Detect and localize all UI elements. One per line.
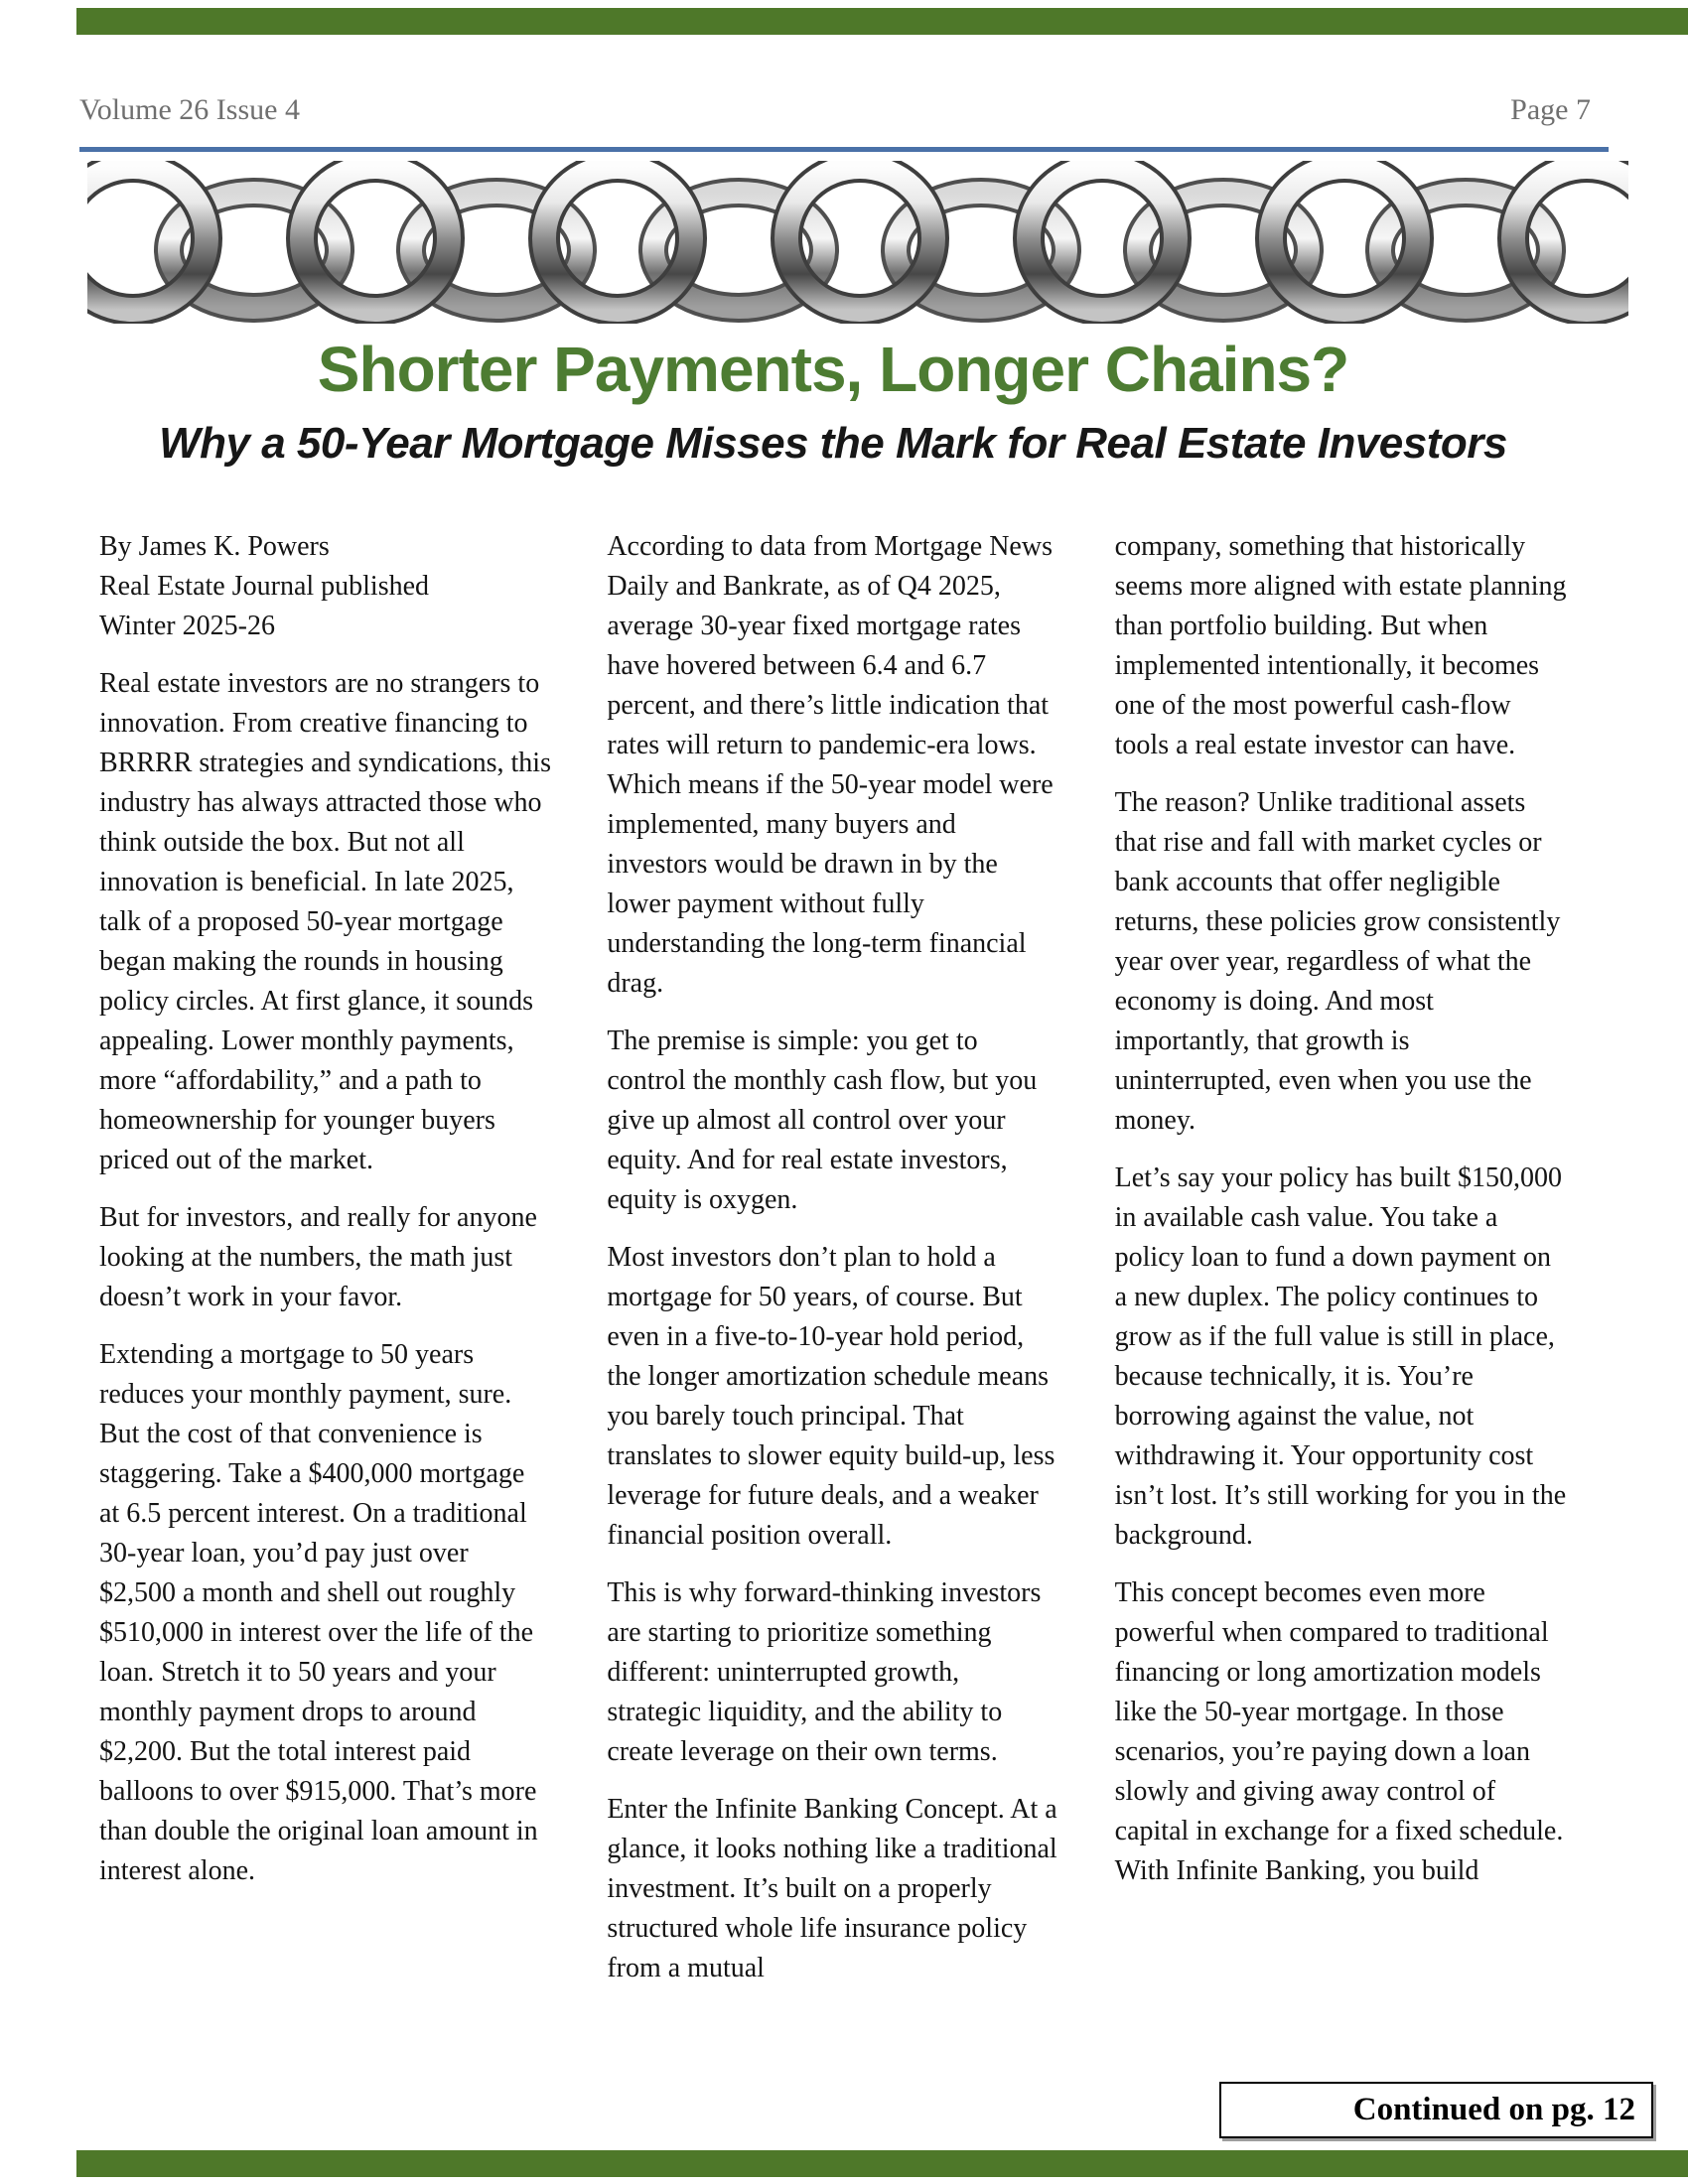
byline-block: By James K. Powers Real Estate Journal published Winter 2025-26 bbox=[99, 531, 430, 641]
body-paragraph: company, something that historically seems more aligned with estate planning than portfolio building. But when implemented intentionally, it becomes one of the most powerful cash-flow tools a real estate investor can have. bbox=[1114, 531, 1567, 760]
body-paragraph: According to data from Mortgage News Daily and Bankrate, as of Q4 2025, average 30-year fixed mortgage rates have hovered between 6.4 and 6.7 percent, and there’s little indication that rates will return to pandemic-era lows. Which means if the 50-year model were implemented, many buyers and investors would be drawn in by the lower payment without fully understanding the long-term financial drag. bbox=[607, 531, 1054, 999]
body-paragraph: Enter the Infinite Banking Concept. At a glance, it looks nothing like a traditional investment. It’s built on a properly structured whole life insurance policy from a mutual bbox=[607, 1794, 1057, 1983]
page-header bbox=[79, 93, 1591, 127]
body-paragraph: The reason? Unlike traditional assets that rise and fall with market cycles or bank accounts that offer negligible returns, these policies grow consistently year over year, regardless of what the economy is doing. And most importantly, that growth is uninterrupted, even when you use the money. bbox=[1114, 787, 1561, 1136]
chain-image bbox=[87, 161, 1628, 324]
body-paragraph: This concept becomes even more powerful when compared to traditional financing or long amortization models like the 50-year mortgage. In those scenarios, you’re paying down a loan slowly and giving away control of capital in exchange for a fixed schedule. With Infinite Banking, you build bbox=[1114, 1577, 1564, 1886]
volume-issue-label: Volume 26 Issue 4 bbox=[79, 93, 300, 126]
bottom-green-bar bbox=[76, 2150, 1688, 2177]
body-paragraph: The premise is simple: you get to control the monthly cash flow, but you give up almost all control over your equity. And for real estate investors, equity is oxygen. bbox=[607, 1025, 1038, 1215]
body-paragraph: This is why forward-thinking investors are starting to prioritize something different: uninterrupted growth, strategic liquidity, and the ability to create leverage on their own terms. bbox=[607, 1577, 1042, 1767]
chain-links-graphic bbox=[87, 161, 1628, 324]
header-divider-rule bbox=[79, 147, 1609, 152]
article-subtitle: Why a 50-Year Mortgage Misses the Mark for Real Estate Investors bbox=[159, 419, 1507, 468]
body-paragraph: Most investors don’t plan to hold a mortgage for 50 years, of course. But even in a five-to-10-year hold period, the longer amortization schedule means you barely touch principal. That translates to slower equity build-up, less leverage for future deals, and a weaker financial position overall. bbox=[607, 1242, 1055, 1551]
column-1 bbox=[99, 527, 551, 2006]
article-title: Shorter Payments, Longer Chains? bbox=[317, 334, 1349, 405]
column-2 bbox=[607, 527, 1058, 2006]
body-paragraph: Let’s say your policy has built $150,000 in available cash value. You take a policy loan to fund a down payment on a new duplex. The policy continues to grow as if the full value is still in place, because technically, it is. You’re borrowing against the value, not withdrawing it. Your opportunity cost isn’t lost. It’s still working for you in the background. bbox=[1114, 1162, 1567, 1551]
article-body bbox=[99, 527, 1567, 2006]
continued-notice-box bbox=[1219, 2082, 1653, 2138]
continued-notice-label: Continued on pg. 12 bbox=[1352, 2092, 1635, 2127]
page-number-label: Page 7 bbox=[1510, 93, 1591, 126]
body-paragraph: Real estate investors are no strangers to innovation. From creative financing to BRRRR strategies and syndications, this industry has always attracted those who think outside the box. But not all innovation is beneficial. In late 2025, talk of a proposed 50-year mortgage began making the rounds in housing policy circles. At first glance, it sounds appealing. Lower monthly payments, more “affordability,” and a path to homeownership for younger buyers priced out of the market. bbox=[99, 668, 551, 1175]
body-paragraph: But for investors, and really for anyone looking at the numbers, the math just doesn’t work in your favor. bbox=[99, 1202, 537, 1312]
column-3 bbox=[1115, 527, 1567, 2006]
top-green-bar bbox=[76, 8, 1688, 35]
body-paragraph: Extending a mortgage to 50 years reduces your monthly payment, sure. But the cost of that convenience is staggering. Take a $400,000 mortgage at 6.5 percent interest. On a traditional 30-year loan, you’d pay just over $2,500 a month and shell out roughly $510,000 in interest over the life of the loan. Stretch it to 50 years and your monthly payment drops to around $2,200. But the total interest paid balloons to over $915,000. That’s more than double the original loan amount in interest alone. bbox=[99, 1339, 538, 1886]
